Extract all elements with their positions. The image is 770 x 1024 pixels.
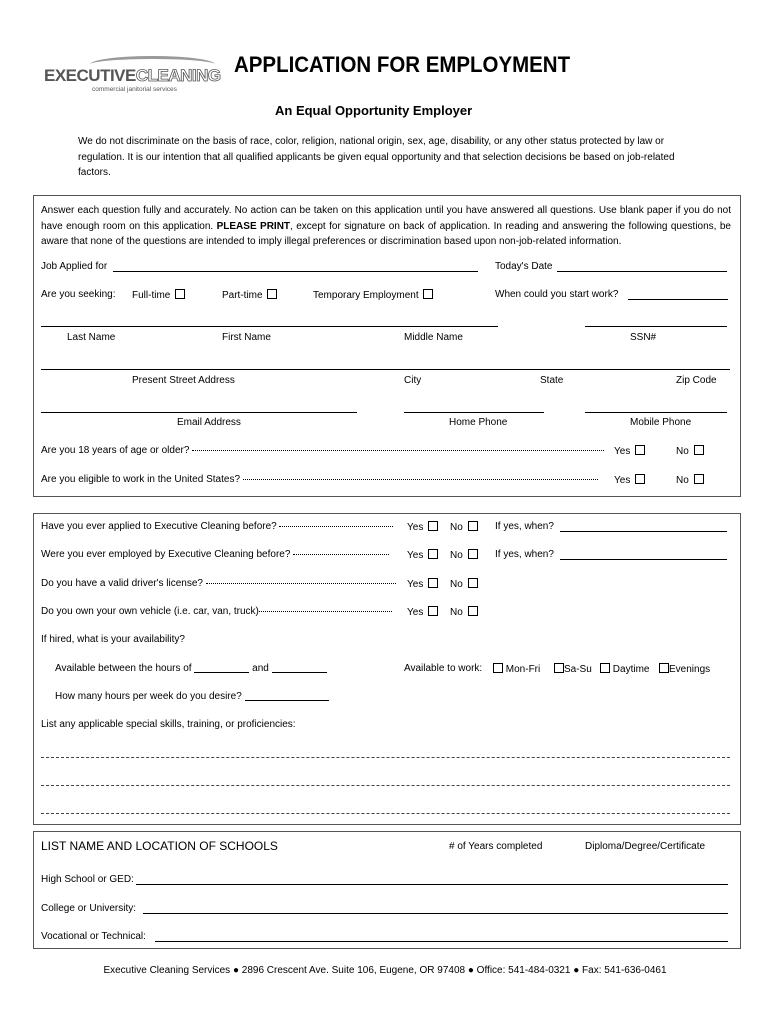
high-school-label: High School or GED: (41, 874, 134, 885)
todays-date-label: Today's Date (495, 261, 553, 272)
applied-when-label: If yes, when? (495, 521, 554, 532)
available-to-work-label: Available to work: (404, 663, 483, 674)
applied-when-field[interactable] (560, 531, 727, 532)
skills-line-2[interactable] (41, 785, 730, 786)
years-completed-header: # of Years completed (449, 841, 543, 852)
first-name-label: First Name (222, 332, 271, 343)
job-applied-label: Job Applied for (41, 261, 108, 272)
college-field[interactable] (143, 913, 728, 914)
applied-no-checkbox[interactable] (468, 521, 478, 531)
email-label: Email Address (177, 417, 241, 428)
middle-name-label: Middle Name (404, 332, 463, 343)
skills-label: List any applicable special skills, training, or proficiencies: (41, 719, 296, 730)
name-field[interactable] (41, 326, 498, 327)
hours-per-week-row: How many hours per week do you desire? (55, 691, 329, 702)
age-question: Are you 18 years of age or older? (41, 445, 604, 456)
state-label: State (540, 375, 564, 386)
vehicle-no-checkbox[interactable] (468, 606, 478, 616)
evenings-option[interactable]: Evenings (657, 663, 710, 675)
company-logo (40, 56, 225, 98)
page-subtitle: An Equal Opportunity Employer (275, 103, 473, 118)
eligible-question: Are you eligible to work in the United States? (41, 474, 598, 485)
employed-no-checkbox[interactable] (468, 549, 478, 559)
full-time-checkbox[interactable] (175, 289, 185, 299)
license-question: Do you have a valid driver's license? (41, 578, 396, 589)
temporary-option[interactable]: Temporary Employment (313, 289, 433, 301)
hours-per-week-field[interactable] (245, 700, 329, 701)
start-work-field[interactable] (628, 299, 728, 300)
seeking-label: Are you seeking: (41, 289, 116, 300)
eligible-yes-option[interactable]: Yes (614, 474, 645, 486)
full-time-option[interactable]: Full-time (132, 289, 185, 301)
employed-no-option[interactable]: No (450, 549, 478, 561)
eligible-no-option[interactable]: No (676, 474, 704, 486)
job-applied-field[interactable] (113, 271, 478, 272)
eeo-statement: We do not discriminate on the basis of race, color, religion, national origin, sex, age, disability, or any other status protected by law or regulation. It is our intention that all qualified applicants be given equal opportunity and that selection decisions be based on job-related factors. (78, 136, 675, 178)
sa-su-option[interactable]: Sa-Su (552, 663, 592, 675)
applied-yes-checkbox[interactable] (428, 521, 438, 531)
vocational-field[interactable] (155, 941, 728, 942)
diploma-header: Diploma/Degree/Certificate (585, 841, 706, 852)
mon-fri-checkbox[interactable] (493, 663, 503, 673)
hours-to-field[interactable] (272, 672, 327, 673)
age-yes-checkbox[interactable] (635, 445, 645, 455)
applied-question: Have you ever applied to Executive Cleaning before? (41, 521, 393, 532)
evenings-checkbox[interactable] (659, 663, 669, 673)
license-yes-checkbox[interactable] (428, 578, 438, 588)
todays-date-field[interactable] (557, 271, 727, 272)
applied-no-option[interactable]: No (450, 521, 478, 533)
city-label: City (404, 375, 422, 386)
high-school-field[interactable] (136, 884, 728, 885)
vocational-label: Vocational or Technical: (41, 931, 146, 942)
employed-when-label: If yes, when? (495, 549, 554, 560)
daytime-checkbox[interactable] (600, 663, 610, 673)
last-name-label: Last Name (67, 332, 116, 343)
page-title: APPLICATION FOR EMPLOYMENT (234, 52, 571, 77)
temporary-checkbox[interactable] (423, 289, 433, 299)
availability-label: If hired, what is your availability? (41, 634, 185, 645)
applied-yes-option[interactable]: Yes (407, 521, 438, 533)
age-yes-option[interactable]: Yes (614, 445, 645, 457)
instructions: Answer each question fully and accurately. No action can be taken on this application until you have answered all questions. Use blank paper if you do not have enough room on this application. PLEASE PRINT, except for signature on back of application. In reading and answering the following questions, be aware that none of the questions are intended to imply illegal preferences or discrimination based upon non-job-related information. (41, 205, 731, 247)
mobile-phone-label: Mobile Phone (630, 417, 692, 428)
footer-contact: Executive Cleaning Services ● 2896 Crescent Ave. Suite 106, Eugene, OR 97408 ● Office: 541-484-0321 ● Fax: 541-636-0461 (103, 965, 667, 976)
eligible-no-checkbox[interactable] (694, 474, 704, 484)
age-no-option[interactable]: No (676, 445, 704, 457)
skills-line-1[interactable] (41, 757, 730, 758)
hours-between-row: Available between the hours of and (55, 663, 327, 674)
schools-heading: LIST NAME AND LOCATION OF SCHOOLS (41, 839, 278, 853)
vehicle-no-option[interactable]: No (450, 606, 478, 618)
ssn-field[interactable] (585, 326, 727, 327)
employed-yes-option[interactable]: Yes (407, 549, 438, 561)
age-no-checkbox[interactable] (694, 445, 704, 455)
mobile-phone-field[interactable] (585, 412, 727, 413)
home-phone-field[interactable] (404, 412, 544, 413)
college-label: College or University: (41, 903, 137, 914)
employed-when-field[interactable] (560, 559, 727, 560)
daytime-option[interactable]: Daytime (598, 663, 649, 675)
vehicle-yes-checkbox[interactable] (428, 606, 438, 616)
vehicle-question: Do you own your own vehicle (i.e. car, van, truck) (41, 606, 392, 617)
logo-tagline: commercial janitorial services (92, 86, 177, 93)
sa-su-checkbox[interactable] (554, 663, 564, 673)
zip-label: Zip Code (676, 375, 717, 386)
employed-question: Were you ever employed by Executive Cleaning before? (41, 549, 389, 560)
logo-wordmark: EXECUTIVECLEANING (44, 66, 221, 85)
eligible-yes-checkbox[interactable] (635, 474, 645, 484)
start-work-label: When could you start work? (495, 289, 619, 300)
mon-fri-option[interactable]: Mon-Fri (491, 663, 540, 675)
vehicle-yes-option[interactable]: Yes (407, 606, 438, 618)
ssn-label: SSN# (630, 332, 657, 343)
license-yes-option[interactable]: Yes (407, 578, 438, 590)
part-time-option[interactable]: Part-time (222, 289, 277, 301)
skills-line-3[interactable] (41, 813, 730, 814)
license-no-option[interactable]: No (450, 578, 478, 590)
address-field[interactable] (41, 369, 730, 370)
email-field[interactable] (41, 412, 357, 413)
part-time-checkbox[interactable] (267, 289, 277, 299)
employed-yes-checkbox[interactable] (428, 549, 438, 559)
home-phone-label: Home Phone (449, 417, 508, 428)
street-label: Present Street Address (132, 375, 235, 386)
license-no-checkbox[interactable] (468, 578, 478, 588)
hours-from-field[interactable] (194, 672, 249, 673)
